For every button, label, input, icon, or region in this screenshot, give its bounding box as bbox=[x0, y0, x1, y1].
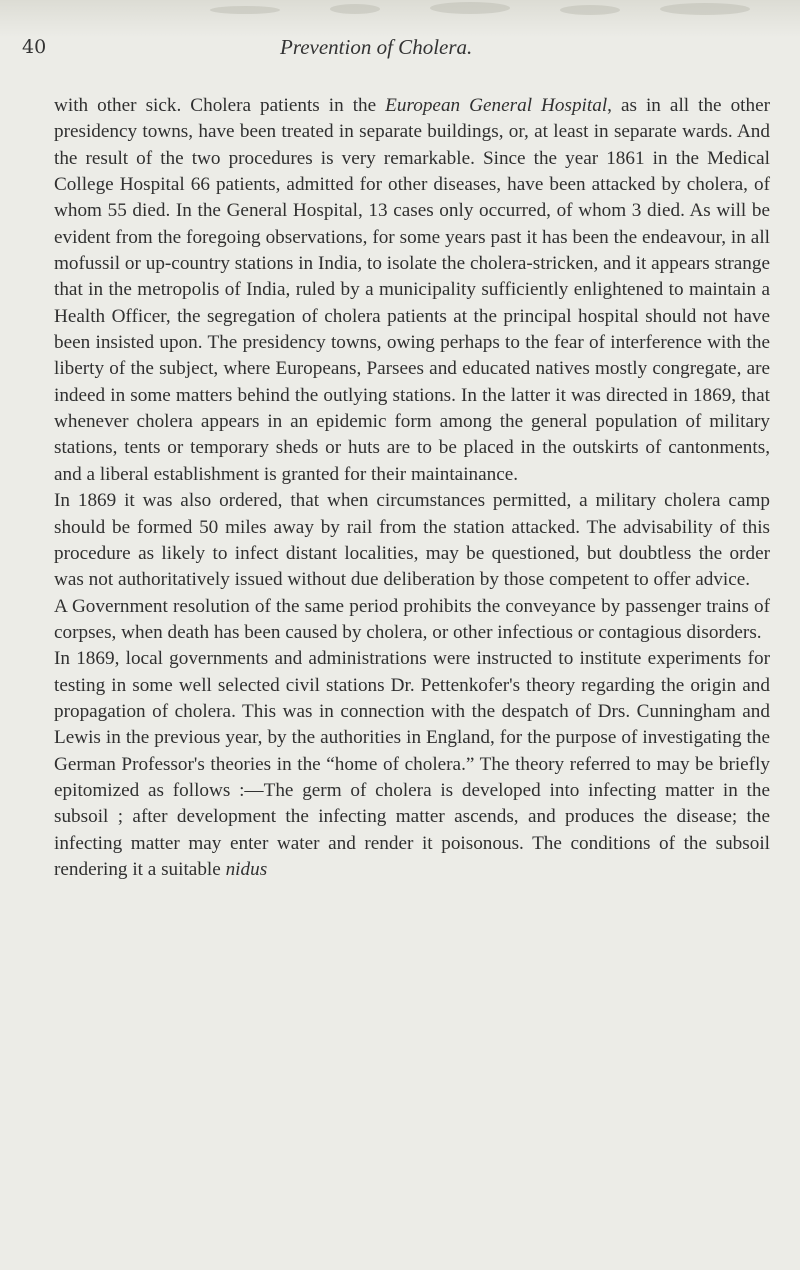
italic-text: nidus bbox=[225, 858, 268, 880]
paragraph bbox=[54, 488, 770, 593]
ink-smudge bbox=[430, 2, 510, 14]
paragraph bbox=[54, 93, 770, 488]
text-run: In 1869 it was also ordered, that when circumstances permitted, a military cholera camp should be formed 50 miles away by rail from the station attacked. The advisability of this procedure as likely to infect distant localities, may be questioned, but doubtless the order was not authoritatively issued without due deliberation by those competent to offer advice. bbox=[54, 490, 770, 591]
page-header bbox=[0, 36, 800, 70]
text-run: A Government resolution of the same period prohibits the conveyance by passenger trains of corpses, when death has been caused by cholera, or other infectious or contagious disorders. bbox=[54, 595, 770, 643]
ink-smudge bbox=[210, 6, 280, 14]
page-number: 40 bbox=[22, 36, 47, 58]
paragraph bbox=[54, 594, 770, 647]
ink-smudge bbox=[330, 4, 380, 14]
running-title: Prevention of Cholera. bbox=[280, 35, 473, 59]
body-text bbox=[54, 93, 770, 883]
text-run: with other sick. Cholera patients in the bbox=[54, 95, 386, 116]
text-run: , as in all the other presidency towns, have been treated in separate buildings, or, at least in separate wards. And the result of the two procedures is very remarkable. Since the year 1861 in the Medical College Hospital 66 patients, admitted for other diseases, have been attacked by cholera, of whom 55 died. In the General Hospital, 13 cases only occurred, of whom 3 died. As will be evident from the foregoing observations, for some years past it has been the endeavour, in all mofussil or up-country stations in India, to isolate the cholera-stricken, and it appears strange that in the metropolis of India, ruled by a municipality sufficiently enlightened to maintain a Health Officer, the segregation of cholera patients at the principal hospital should not have been insisted upon. The presidency towns, owing perhaps to the fear of interference with the liberty of the subject, where Europeans, Parsees and educated natives mostly congregate, are indeed in some matters behind the outlying stations. In the latter it was directed in 1869, that whenever cholera appears in an epidemic form among the general population of military stations, tents or temporary sheds or huts are to be placed in the outskirts of cantonments, and a liberal establishment is granted for their maintainance. bbox=[54, 95, 771, 485]
text-run: In 1869, local governments and administrations were instructed to institute experiments for testing in some well selected civil stations Dr. Pettenkofer's theory regarding the origin and propagation of cholera. This was in connection with the despatch of Drs. Cunningham and Lewis in the previous year, by the authorities in England, for the purpose of investigating the German Professor's theories in the “home of cholera.” The theory referred to may be briefly epitomized as follows :—The germ of cholera is developed into infecting matter in the subsoil ; after development the infecting matter ascends, and produces the disease; the infecting matter may enter water and render it poisonous. The conditions of the subsoil rendering it a suitable bbox=[54, 648, 770, 880]
paragraph bbox=[54, 646, 770, 883]
ink-smudge bbox=[660, 3, 750, 15]
italic-text: European General Hospital bbox=[385, 95, 608, 116]
ink-smudge bbox=[560, 5, 620, 15]
